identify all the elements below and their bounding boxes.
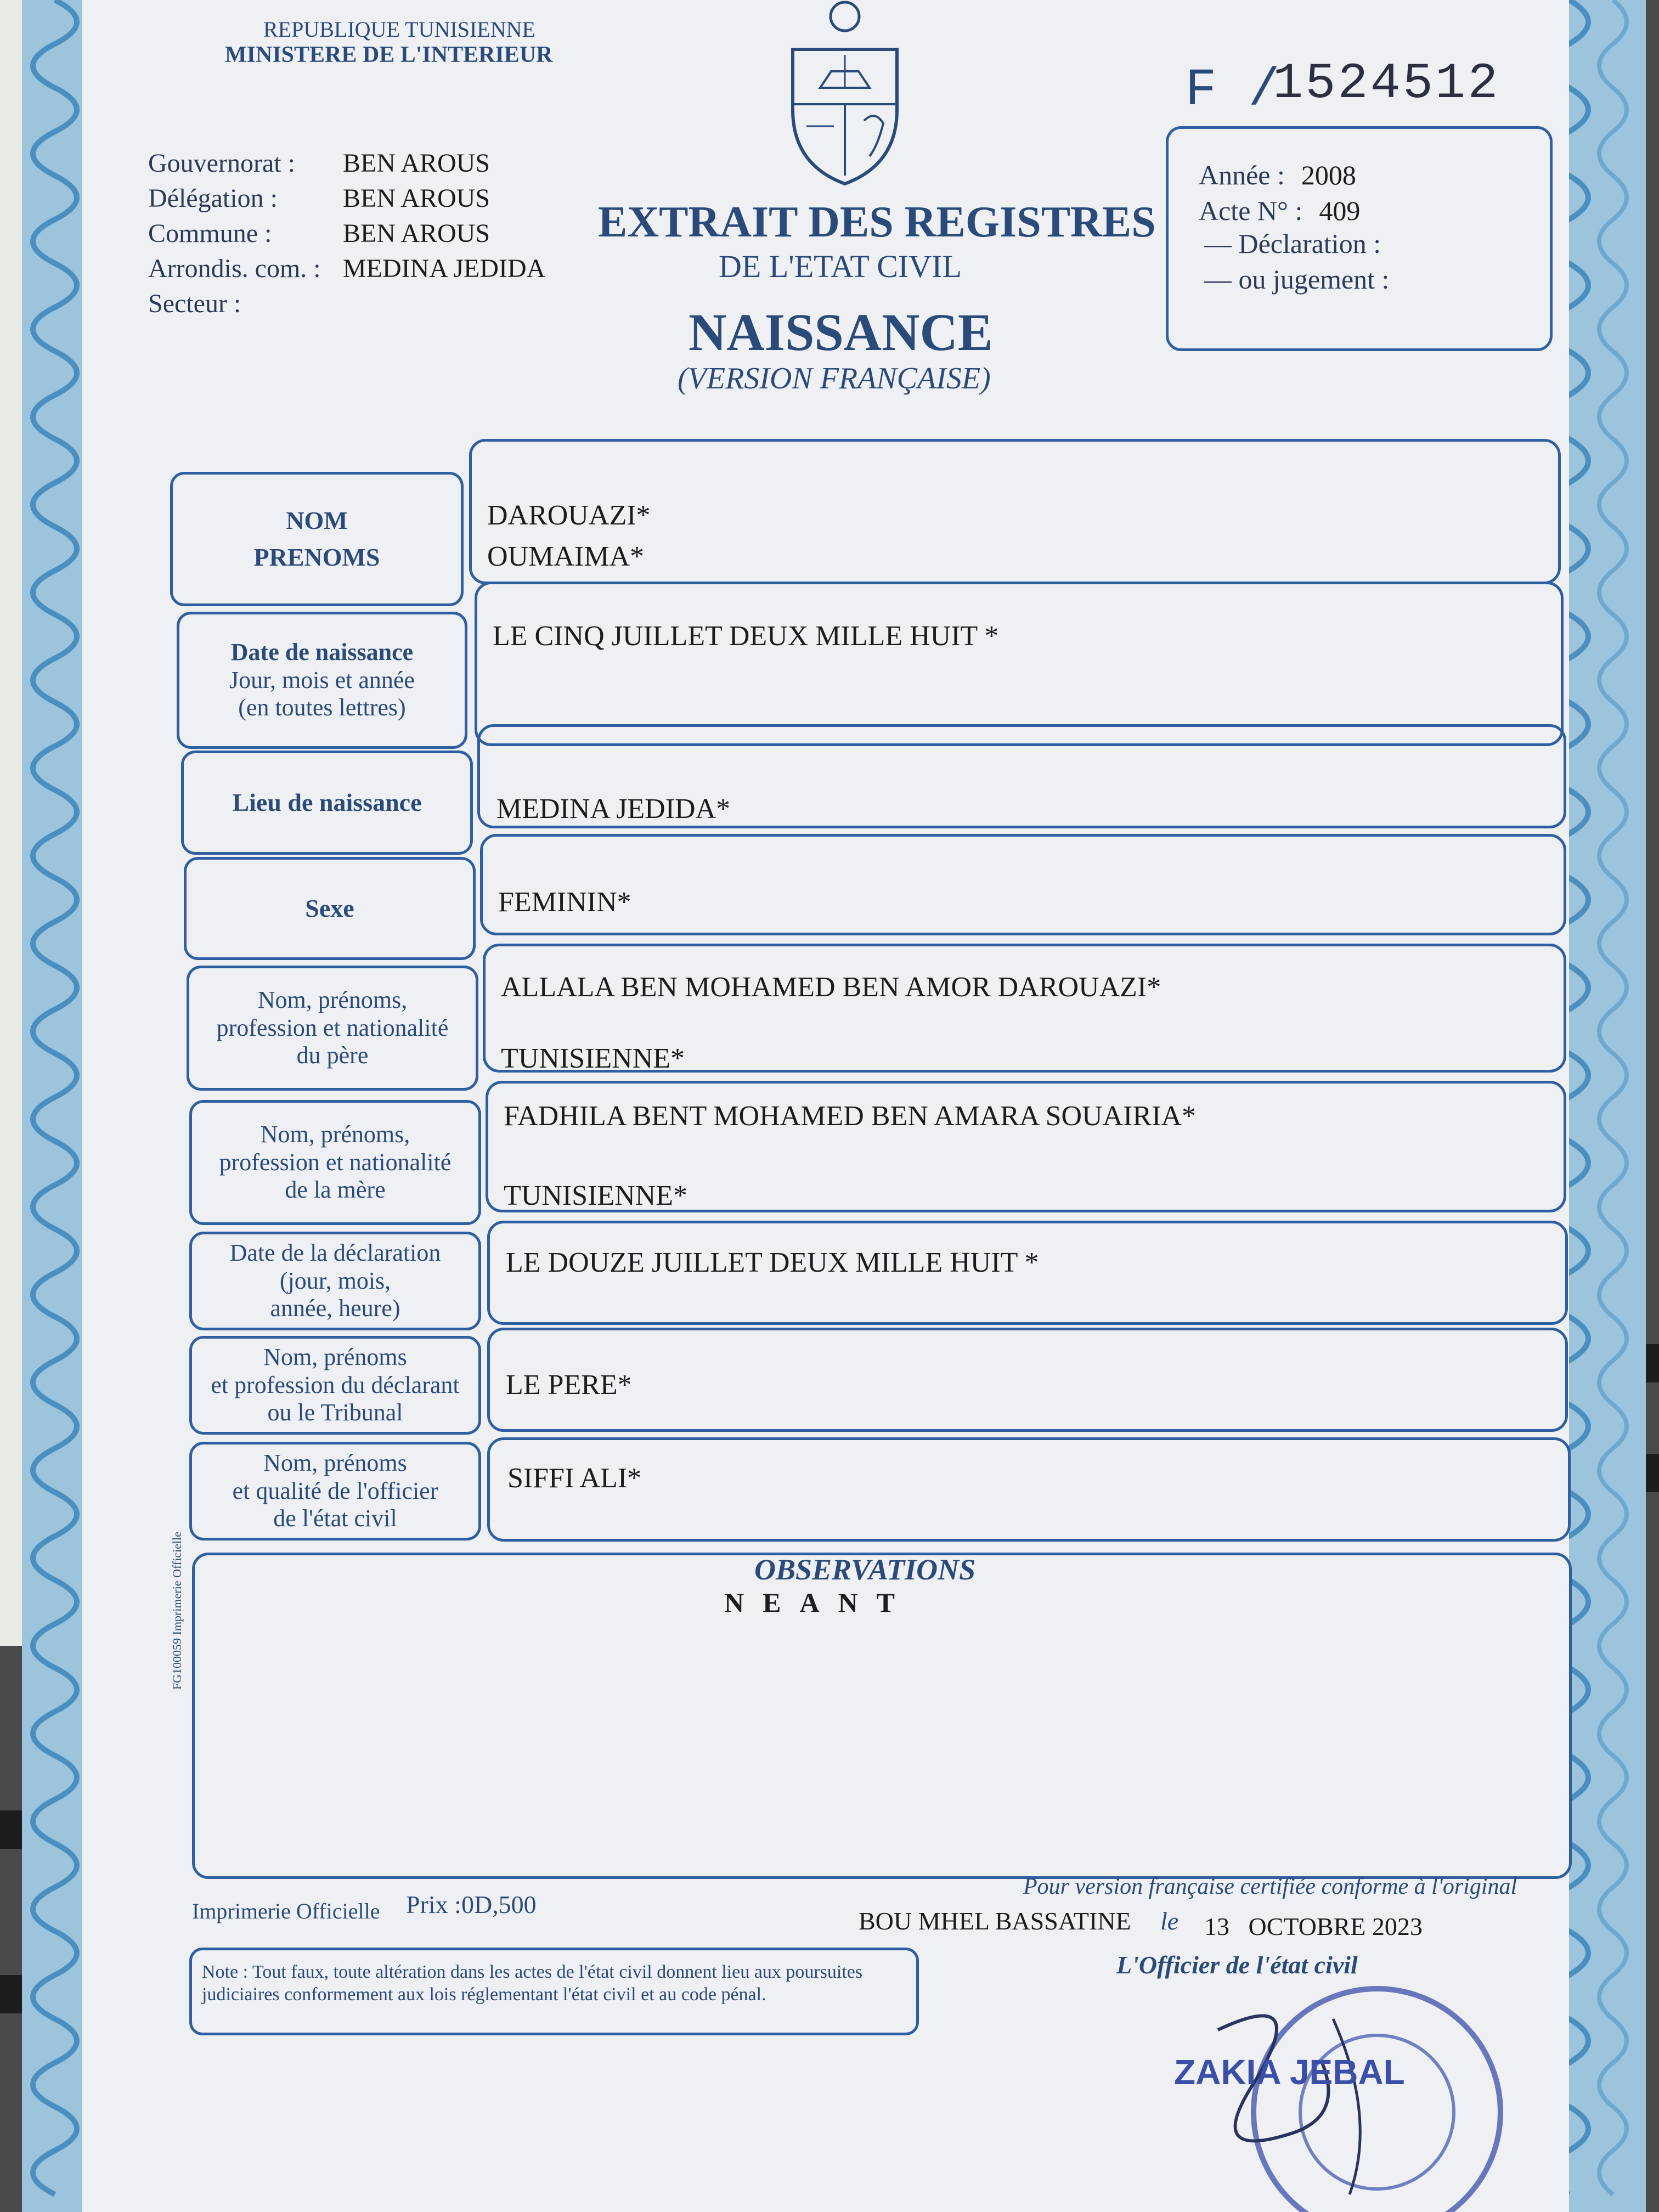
secteur-label: Secteur : xyxy=(148,289,241,318)
declarant-value: LE PERE* xyxy=(506,1369,632,1401)
imprimerie-label: Imprimerie Officielle xyxy=(192,1899,380,1923)
nom-label: NOM xyxy=(286,506,348,534)
date-naissance-label-box xyxy=(177,612,467,749)
jugement-type-label: — ou jugement : xyxy=(1204,264,1390,295)
serial-prefix: F / xyxy=(1185,60,1280,120)
nom-value: DAROUAZI* xyxy=(487,500,651,531)
officier-label-box xyxy=(189,1442,481,1541)
declaration-label-line3: année, heure) xyxy=(270,1295,400,1322)
prix-label: Prix :0D,500 xyxy=(406,1891,537,1918)
sexe-label: Sexe xyxy=(305,894,354,922)
certifie-text: Pour version française certifiée conforme à l'original xyxy=(1023,1874,1517,1899)
date-naissance-hint: (en toutes lettres) xyxy=(238,694,406,721)
gouvernorat-label: Gouvernorat : xyxy=(148,149,295,178)
sexe-value-box xyxy=(480,834,1566,935)
annee-row xyxy=(1199,159,1356,191)
stamp-name: ZAKIA JEBAL xyxy=(1174,2052,1405,2092)
declaration-value: LE DOUZE JUILLET DEUX MILLE HUIT * xyxy=(506,1247,1039,1278)
sexe-value: FEMININ* xyxy=(498,887,631,918)
republic-header: REPUBLIQUE TUNISIENNE xyxy=(263,17,535,42)
observations-label: OBSERVATIONS xyxy=(754,1553,976,1586)
mere-nationalite-value: TUNISIENNE* xyxy=(504,1180,688,1211)
ministry-header: MINISTERE DE L'INTERIEUR xyxy=(225,42,553,67)
document-version: (VERSION FRANÇAISE) xyxy=(678,362,991,396)
observations-value: NEANT xyxy=(724,1587,914,1618)
sexe-label-box xyxy=(184,857,476,960)
mere-label-line3: de la mère xyxy=(285,1176,386,1204)
prenoms-label: PRENOMS xyxy=(253,543,380,571)
declaration-type-label: — Déclaration : xyxy=(1204,228,1381,259)
delegation-label: Délégation : xyxy=(148,184,278,213)
arrondissement-label: Arrondis. com. : xyxy=(148,254,321,283)
declaration-label-box xyxy=(189,1232,481,1330)
date-le-label: le xyxy=(1160,1907,1179,1935)
gouvernorat-value: BEN AROUS xyxy=(343,149,490,178)
officier-value-box xyxy=(487,1437,1571,1542)
mere-label-box xyxy=(189,1100,481,1225)
acte-number-label: Acte N° : xyxy=(1199,195,1303,226)
commune-value: BEN AROUS xyxy=(343,219,490,248)
place-text: BOU MHEL BASSATINE xyxy=(859,1907,1131,1935)
tunisia-coat-of-arms-icon xyxy=(782,0,908,187)
declarant-label-box xyxy=(189,1336,481,1435)
lieu-label: Lieu de naissance xyxy=(232,788,422,816)
declarant-value-box xyxy=(487,1328,1568,1432)
officier-label-line2: et qualité de l'officier xyxy=(232,1477,438,1504)
prenoms-value: OUMAIMA* xyxy=(487,541,644,572)
officier-value: SIFFI ALI* xyxy=(507,1463,642,1494)
declarant-label-line2: et profession du déclarant xyxy=(211,1371,460,1398)
pere-nationalite-value: TUNISIENNE* xyxy=(501,1043,685,1074)
lieu-value: MEDINA JEDIDA* xyxy=(496,793,731,825)
legal-note-box xyxy=(189,1948,919,2035)
declaration-label-line1: Date de la déclaration xyxy=(229,1239,441,1267)
document-subtitle: DE L'ETAT CIVIL xyxy=(719,249,962,284)
officier-label-line3: de l'état civil xyxy=(273,1505,397,1532)
date-naissance-value: LE CINQ JUILLET DEUX MILLE HUIT * xyxy=(493,620,999,652)
mere-label-line1: Nom, prénoms, xyxy=(260,1121,410,1148)
delegation-value: BEN AROUS xyxy=(343,184,490,213)
pere-label-box xyxy=(187,966,478,1091)
acte-number-row xyxy=(1199,195,1360,227)
legal-note-text: Note : Tout faux, toute altération dans les actes de l'état civil donnent lieu aux poursuites judiciaires conformement aux lois réglementant l'état civil et au code pénal. xyxy=(202,1962,863,2005)
arrondissement-value: MEDINA JEDIDA xyxy=(343,254,546,283)
issue-date: 13 OCTOBRE 2023 xyxy=(1204,1912,1423,1940)
mere-label-line2: profession et nationalité xyxy=(219,1148,452,1176)
nom-prenoms-label-box xyxy=(170,472,464,606)
date-naissance-sublabel: Jour, mois et année xyxy=(229,666,415,693)
date-naissance-label: Date de naissance xyxy=(230,639,414,666)
pere-label-line1: Nom, prénoms, xyxy=(257,986,408,1014)
pere-label-line2: profession et nationalité xyxy=(216,1014,449,1041)
document-title: EXTRAIT DES REGISTRES xyxy=(598,198,1156,246)
declaration-label-line2: (jour, mois, xyxy=(279,1267,391,1294)
pere-label-line3: du père xyxy=(296,1042,369,1069)
annee-label: Année : xyxy=(1199,160,1285,190)
officier-label-line1: Nom, prénoms xyxy=(263,1449,407,1477)
side-print-code: FG100059 Imprimerie Officielle xyxy=(170,1532,184,1690)
serial-number: 1524512 xyxy=(1273,55,1500,112)
administration-block xyxy=(148,148,545,324)
document-type: NAISSANCE xyxy=(689,303,993,362)
officer-title: L'Officier de l'état civil xyxy=(1116,1951,1358,1979)
annee-value: 2008 xyxy=(1301,160,1356,190)
declarant-label-line1: Nom, prénoms xyxy=(263,1344,407,1371)
date-naissance-value-box xyxy=(475,582,1564,746)
commune-label: Commune : xyxy=(148,219,272,248)
lieu-label-box xyxy=(181,751,473,855)
acte-number-value: 409 xyxy=(1319,195,1361,226)
mere-value: FADHILA BENT MOHAMED BEN AMARA SOUAIRIA* xyxy=(504,1101,1197,1132)
pere-value: ALLALA BEN MOHAMED BEN AMOR DAROUAZI* xyxy=(501,972,1161,1003)
declarant-label-line3: ou le Tribunal xyxy=(267,1399,403,1426)
